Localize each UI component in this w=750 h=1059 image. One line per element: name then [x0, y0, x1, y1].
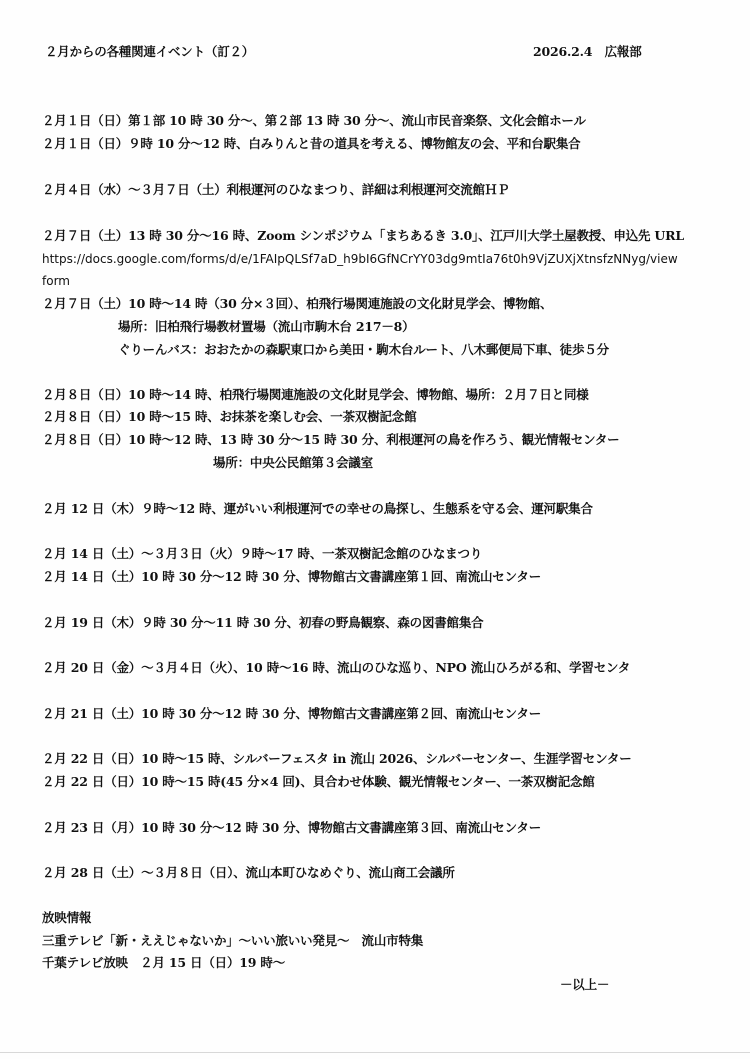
- event-line: ２月８日（日）10 時～14 時、柏飛行場関連施設の文化財見学会、博物館、場所：２月７日と同様: [42, 387, 589, 402]
- broadcast-line: 千葉テレビ放映 ２月 15 日（日）19 時～: [42, 955, 285, 970]
- scan-edge-divider: [0, 1052, 750, 1053]
- event-line: ２月８日（日）10 時～15 時、お抹茶を楽しむ会、一茶双樹記念館: [42, 409, 417, 424]
- event-line: ２月８日（日）10 時～12 時、13 時 30 分～15 時 30 分、利根運河の鳥を作ろう、観光情報センター: [42, 432, 620, 447]
- event-place: 場所：旧柏飛行場教材置場（流山市駒木台 217－8）: [118, 319, 415, 334]
- event-line: ２月 12 日（木）９時～12 時、運がいい利根運河での幸せの鳥探し、生態系を守る会、運河駅集合: [42, 501, 593, 516]
- event-line: ２月 19 日（木）９時 30 分～11 時 30 分、初春の野鳥観察、森の図書館集合: [42, 615, 484, 630]
- event-line: ２月 14 日（土）～３月３日（火）９時～17 時、一茶双樹記念館のひなまつり: [42, 546, 483, 561]
- event-line: ２月 23 日（月）10 時 30 分～12 時 30 分、博物館古文書講座第３回、南流山センター: [42, 820, 541, 835]
- event-url: https://docs.google.com/forms/d/e/1FAIpQLSf7aD_h9bI6GfNCrYY03dg9mtIa76t0h9VjZUXjXtnsfzNNyg/view: [42, 252, 678, 266]
- event-place: 場所：中央公民館第３会議室: [213, 455, 373, 470]
- event-line: ２月７日（土）13 時 30 分～16 時、Zoom シンポジウム「まちあるき 3.0」、江戸川大学土屋教授、申込先 URL: [42, 228, 684, 243]
- closing-mark: －以上－: [560, 977, 610, 992]
- event-line: ２月４日（水）～３月７日（土）利根運河のひなまつり、詳細は利根運河交流館ＨＰ: [42, 182, 510, 197]
- date-department: 2026.2.4 広報部: [533, 44, 642, 59]
- event-line: ２月 22 日（日）10 時～15 時、シルバーフェスタ in 流山 2026、シルバーセンター、生涯学習センター: [42, 751, 632, 766]
- broadcast-line: 三重テレビ「新・ええじゃないか」～いい旅いい発見～ 流山市特集: [42, 933, 424, 948]
- broadcast-heading: 放映情報: [42, 910, 92, 925]
- event-line: ２月 20 日（金）～３月４日（火）、10 時～16 時、流山のひな巡り、NPO 流山ひろがる和、学習センタ: [42, 660, 631, 675]
- event-access: ぐりーんバス：おおたかの森駅東口から美田・駒木台ルート、八木郵便局下車、徒歩５分: [118, 342, 609, 357]
- event-line: ２月１日（日）９時 10 分～12 時、白みりんと昔の道具を考える、博物館友の会、平和台駅集合: [42, 136, 581, 151]
- event-line: ２月 28 日（土）～３月８日（日）、流山本町ひなめぐり、流山商工会議所: [42, 865, 455, 880]
- event-line: ２月 22 日（日）10 時～15 時(45 分×4 回)、貝合わせ体験、観光情報センター、一茶双樹記念館: [42, 774, 595, 789]
- event-line: ２月 14 日（土）10 時 30 分～12 時 30 分、博物館古文書講座第１回、南流山センター: [42, 569, 541, 584]
- event-line: ２月 21 日（土）10 時 30 分～12 時 30 分、博物館古文書講座第２回、南流山センター: [42, 706, 541, 721]
- document-title: ２月からの各種関連イベント（訂２）: [45, 44, 255, 59]
- event-line: ２月１日（日）第１部 10 時 30 分～、第２部 13 時 30 分～、流山市民音楽祭、文化会館ホール: [42, 113, 586, 128]
- event-url-continued: form: [42, 274, 70, 288]
- event-line: ２月７日（土）10 時～14 時（30 分×３回）、柏飛行場関連施設の文化財見学会、博物館、: [42, 296, 553, 311]
